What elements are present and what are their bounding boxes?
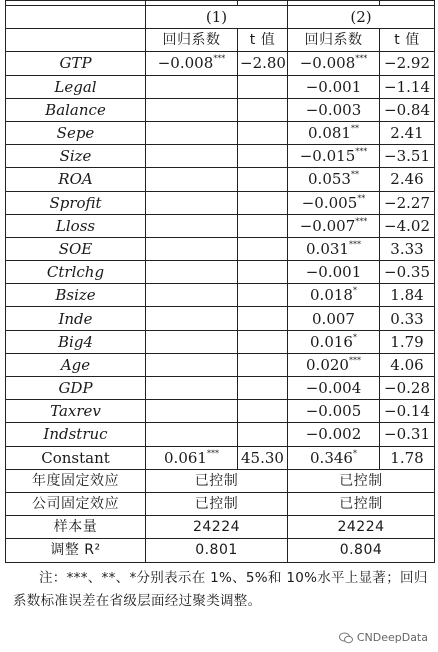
table-row	[6, 52, 435, 75]
footer-label: 调整 R²	[6, 539, 146, 562]
table-row	[6, 261, 435, 284]
variable-name: Sprofit	[6, 191, 146, 214]
coef-value: −0.001	[305, 263, 362, 282]
significance-stars: **	[357, 193, 366, 203]
t-value-model-1	[238, 423, 288, 446]
table-row	[6, 330, 435, 353]
significance-stars: *	[352, 286, 357, 296]
t-value-model-1	[238, 261, 288, 284]
table-footer-row	[6, 516, 435, 539]
t-value-model-1	[238, 330, 288, 353]
regression-table-container	[5, 0, 434, 613]
coef-cell-model-2	[288, 214, 380, 237]
coef-value: −0.002	[305, 425, 362, 444]
table-row	[6, 353, 435, 376]
variable-name: Taxrev	[6, 400, 146, 423]
t-value-model-2: −0.14	[380, 400, 435, 423]
t-value-model-2: 2.46	[380, 168, 435, 191]
table-row	[6, 446, 435, 469]
coef-cell-model-1	[146, 145, 238, 168]
coef-cell-model-2	[288, 191, 380, 214]
t-value-model-2: 1.78	[380, 446, 435, 469]
model-2-header: (2)	[288, 6, 435, 29]
coef-cell-model-2	[288, 400, 380, 423]
coef-cell-model-2	[288, 168, 380, 191]
coef-value: −0.015	[299, 147, 356, 166]
coef-value: −0.005	[301, 193, 358, 212]
t-header-2: t 值	[380, 29, 435, 52]
variable-name: Indstruc	[6, 423, 146, 446]
variable-name: GDP	[6, 377, 146, 400]
watermark	[339, 631, 428, 644]
coef-cell-model-2	[288, 307, 380, 330]
coef-value: 0.081	[308, 124, 351, 143]
significance-stars: ***	[213, 54, 226, 64]
coef-cell-model-2	[288, 237, 380, 260]
variable-name: Ctrlchg	[6, 261, 146, 284]
variable-name: Bsize	[6, 284, 146, 307]
footer-label: 年度固定效应	[6, 469, 146, 492]
t-value-model-2: 1.84	[380, 284, 435, 307]
coef-value: 0.007	[312, 309, 355, 328]
coef-value: −0.001	[305, 77, 362, 96]
coef-value: 0.020	[306, 355, 349, 374]
table-row	[6, 307, 435, 330]
t-value-model-2: −0.28	[380, 377, 435, 400]
t-value-model-2: 1.79	[380, 330, 435, 353]
coef-value: 0.031	[306, 239, 349, 258]
variable-name: Big4	[6, 330, 146, 353]
coef-value: 0.016	[310, 332, 353, 351]
coef-value: −0.005	[305, 402, 362, 421]
column-header-row	[6, 29, 435, 52]
table-row	[6, 284, 435, 307]
coef-cell-model-1	[146, 400, 238, 423]
regression-table	[5, 0, 435, 563]
variable-name: GTP	[6, 52, 146, 75]
significance-stars: ***	[355, 147, 368, 157]
t-value-model-1	[238, 191, 288, 214]
coef-cell-model-1	[146, 377, 238, 400]
coef-header-2: 回归系数	[288, 29, 380, 52]
significance-stars: **	[350, 124, 359, 134]
coef-cell-model-1	[146, 261, 238, 284]
coef-cell-model-1	[146, 121, 238, 144]
coef-cell-model-2	[288, 261, 380, 284]
coef-cell-model-2	[288, 121, 380, 144]
footer-value-model-1: 已控制	[146, 469, 288, 492]
t-value-model-1	[238, 307, 288, 330]
coef-value: 0.346	[310, 448, 353, 467]
t-value-model-1	[238, 284, 288, 307]
significance-stars: *	[352, 332, 357, 342]
table-footer-row	[6, 539, 435, 562]
coef-cell-model-1	[146, 168, 238, 191]
t-value-model-1	[238, 214, 288, 237]
t-value-model-1: 45.30	[238, 446, 288, 469]
table-row	[6, 98, 435, 121]
coef-cell-model-1	[146, 98, 238, 121]
table-row	[6, 145, 435, 168]
header-empty-cell	[6, 29, 146, 52]
table-row	[6, 214, 435, 237]
t-value-model-2: 3.33	[380, 237, 435, 260]
t-value-model-2: −0.84	[380, 98, 435, 121]
footer-value-model-2: 24224	[288, 516, 435, 539]
t-value-model-1	[238, 168, 288, 191]
coef-cell-model-2	[288, 145, 380, 168]
coef-cell-model-2	[288, 75, 380, 98]
variable-name: Constant	[6, 446, 146, 469]
t-value-model-1	[238, 121, 288, 144]
t-value-model-1	[238, 145, 288, 168]
t-value-model-2: −0.31	[380, 423, 435, 446]
coef-cell-model-1	[146, 446, 238, 469]
coef-cell-model-2	[288, 98, 380, 121]
coef-cell-model-1	[146, 353, 238, 376]
significance-stars: **	[350, 170, 359, 180]
t-value-model-1	[238, 98, 288, 121]
t-value-model-2: −3.51	[380, 145, 435, 168]
coef-cell-model-1	[146, 307, 238, 330]
table-footer-row	[6, 469, 435, 492]
coef-value: 0.018	[310, 286, 353, 305]
footer-value-model-2: 0.804	[288, 539, 435, 562]
variable-name: Inde	[6, 307, 146, 330]
variable-name: Legal	[6, 75, 146, 98]
coef-cell-model-2	[288, 52, 380, 75]
coef-cell-model-1	[146, 330, 238, 353]
table-note-text: 注：***、**、*分别表示在 1%、5%和 10%水平上显著；回归系数标准误差在省级层面经过聚类调整。	[13, 569, 428, 609]
model-1-header: (1)	[146, 6, 288, 29]
t-value-model-1	[238, 400, 288, 423]
table-row	[6, 400, 435, 423]
table-row	[6, 121, 435, 144]
significance-stars: ***	[355, 216, 368, 226]
coef-cell-model-2	[288, 423, 380, 446]
t-value-model-2: 4.06	[380, 353, 435, 376]
coef-cell-model-1	[146, 75, 238, 98]
header-empty-cell	[6, 6, 146, 29]
variable-name: Age	[6, 353, 146, 376]
significance-stars: ***	[355, 54, 368, 64]
footer-value-model-2: 已控制	[288, 469, 435, 492]
coef-value: −0.007	[299, 216, 356, 235]
coef-cell-model-2	[288, 353, 380, 376]
significance-stars: ***	[348, 355, 361, 365]
coef-cell-model-2	[288, 446, 380, 469]
coef-value: −0.004	[305, 379, 362, 398]
table-row	[6, 423, 435, 446]
t-value-model-1	[238, 353, 288, 376]
t-value-model-2: 0.33	[380, 307, 435, 330]
coef-cell-model-2	[288, 284, 380, 307]
significance-stars: ***	[206, 448, 219, 458]
table-row	[6, 168, 435, 191]
coef-cell-model-1	[146, 191, 238, 214]
coef-value: −0.008	[157, 54, 214, 73]
t-value-model-2: 2.41	[380, 121, 435, 144]
coef-cell-model-2	[288, 330, 380, 353]
variable-name: ROA	[6, 168, 146, 191]
t-value-model-2: −4.02	[380, 214, 435, 237]
coef-value: −0.008	[299, 54, 356, 73]
significance-stars: *	[352, 448, 357, 458]
variable-name: Balance	[6, 98, 146, 121]
footer-value-model-1: 已控制	[146, 492, 288, 515]
variable-name: Lloss	[6, 214, 146, 237]
coef-cell-model-1	[146, 284, 238, 307]
variable-name: SOE	[6, 237, 146, 260]
coef-cell-model-1	[146, 423, 238, 446]
watermark-text: CNDeepData	[356, 631, 428, 644]
table-note	[13, 567, 428, 613]
variable-name: Sepe	[6, 121, 146, 144]
coef-value: 0.053	[308, 170, 351, 189]
coef-cell-model-1	[146, 52, 238, 75]
t-value-model-1: −2.80	[238, 52, 288, 75]
table-row	[6, 237, 435, 260]
t-value-model-2: −2.27	[380, 191, 435, 214]
t-value-model-1	[238, 75, 288, 98]
footer-label: 样本量	[6, 516, 146, 539]
coef-value: −0.003	[305, 100, 362, 119]
t-value-model-2: −2.92	[380, 52, 435, 75]
table-row	[6, 191, 435, 214]
t-value-model-2: −0.35	[380, 261, 435, 284]
table-footer-row	[6, 492, 435, 515]
footer-label: 公司固定效应	[6, 492, 146, 515]
wechat-icon	[339, 632, 353, 644]
coef-header-1: 回归系数	[146, 29, 238, 52]
t-value-model-2: −1.14	[380, 75, 435, 98]
coef-cell-model-1	[146, 237, 238, 260]
variable-name: Size	[6, 145, 146, 168]
t-header-1: t 值	[238, 29, 288, 52]
coef-cell-model-2	[288, 377, 380, 400]
footer-value-model-1: 24224	[146, 516, 288, 539]
model-header-row	[6, 6, 435, 29]
coef-value: 0.061	[164, 448, 207, 467]
footer-value-model-2: 已控制	[288, 492, 435, 515]
footer-value-model-1: 0.801	[146, 539, 288, 562]
significance-stars: ***	[348, 239, 361, 249]
t-value-model-1	[238, 237, 288, 260]
coef-cell-model-1	[146, 214, 238, 237]
table-row	[6, 377, 435, 400]
t-value-model-1	[238, 377, 288, 400]
table-row	[6, 75, 435, 98]
